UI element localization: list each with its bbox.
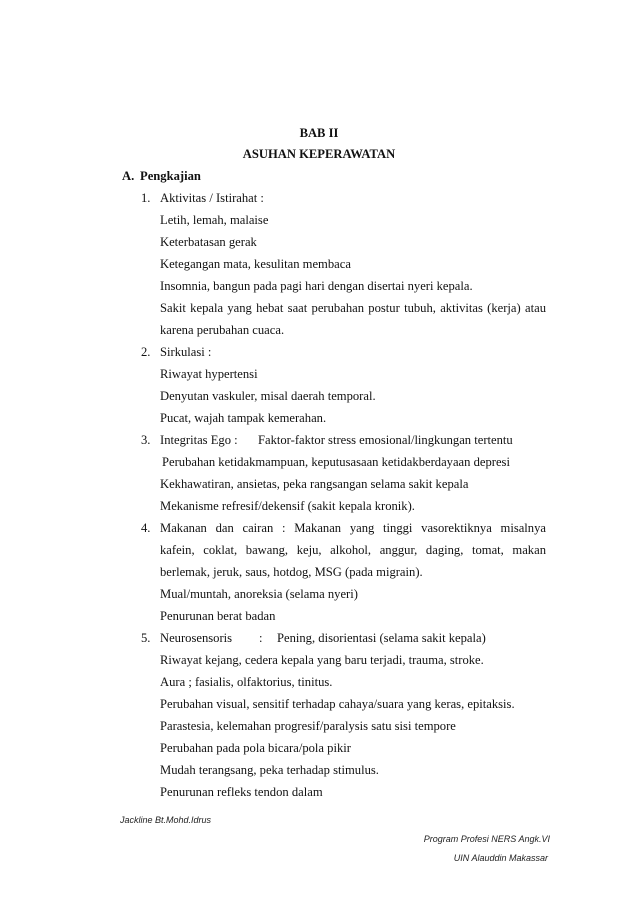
item-3-title: Integritas Ego : [160, 433, 238, 447]
section-a-title: Pengkajian [140, 169, 201, 183]
item-3-title-rest: Faktor-faktor stress emosional/lingkungan tertentu [258, 433, 513, 447]
item-5-line: Riwayat kejang, cedera kepala yang baru terjadi, trauma, stroke. [160, 653, 484, 667]
item-5-line: Mudah terangsang, peka terhadap stimulus. [160, 763, 379, 777]
item-4-line: berlemak, jeruk, saus, hotdog, MSG (pada migrain). [160, 565, 423, 579]
item-4-line: Penurunan berat badan [160, 609, 276, 623]
item-5-title-colon: : [259, 631, 263, 645]
chapter-heading: BAB II [299, 126, 339, 140]
footer-institution: UIN Alauddin Makassar [453, 853, 548, 863]
item-2-line: Riwayat hypertensi [160, 367, 258, 381]
item-1-line: Insomnia, bangun pada pagi hari dengan disertai nyeri kepala. [160, 279, 473, 293]
item-5-line: Aura ; fasialis, olfaktorius, tinitus. [160, 675, 333, 689]
item-4-title: Makanan dan cairan : Makanan yang tinggi vasorektiknya misalnya [160, 521, 546, 535]
item-3-line: Perubahan ketidakmampuan, keputusasaan ketidakberdayaan depresi [162, 455, 510, 469]
item-5-line: Parastesia, kelemahan progresif/paralysis satu sisi tempore [160, 719, 456, 733]
chapter-title: ASUHAN KEPERAWATAN [242, 147, 396, 161]
item-5-number: 5. [141, 631, 151, 645]
item-3-line: Kekhawatiran, ansietas, peka rangsangan selama sakit kepala [160, 477, 469, 491]
footer-author: Jackline Bt.Mohd.Idrus [120, 815, 212, 825]
item-2-number: 2. [141, 345, 151, 359]
item-1-title: Aktivitas / Istirahat : [160, 191, 264, 205]
item-5-line: Perubahan pada pola bicara/pola pikir [160, 741, 351, 755]
item-4-number: 4. [141, 521, 151, 535]
item-4-line: kafein, coklat, bawang, keju, alkohol, anggur, daging, tomat, makan [160, 543, 546, 557]
item-1-line: Letih, lemah, malaise [160, 213, 269, 227]
item-5-line: Penurunan refleks tendon dalam [160, 785, 323, 799]
item-3-number: 3. [141, 433, 151, 447]
section-a-label: A. [122, 169, 135, 183]
item-2-line: Pucat, wajah tampak kemerahan. [160, 411, 327, 425]
item-5-line: Perubahan visual, sensitif terhadap cahaya/suara yang keras, epitaksis. [160, 697, 515, 711]
item-1-line: Sakit kepala yang hebat saat perubahan postur tubuh, aktivitas (kerja) atau [160, 301, 546, 315]
item-4-line: Mual/muntah, anoreksia (selama nyeri) [160, 587, 358, 601]
item-1-line: karena perubahan cuaca. [160, 323, 285, 337]
item-2-line: Denyutan vaskuler, misal daerah temporal. [160, 389, 376, 403]
item-2-title: Sirkulasi : [160, 345, 212, 359]
item-3-line: Mekanisme refresif/dekensif (sakit kepala kronik). [160, 499, 415, 513]
footer-program: Program Profesi NERS Angk.VI [423, 834, 550, 844]
item-1-line: Ketegangan mata, kesulitan membaca [160, 257, 351, 271]
item-1-number: 1. [141, 191, 151, 205]
item-5-title-rest: Pening, disorientasi (selama sakit kepala) [277, 631, 486, 645]
item-5-title: Neurosensoris [160, 631, 233, 645]
item-1-line: Keterbatasan gerak [160, 235, 257, 249]
